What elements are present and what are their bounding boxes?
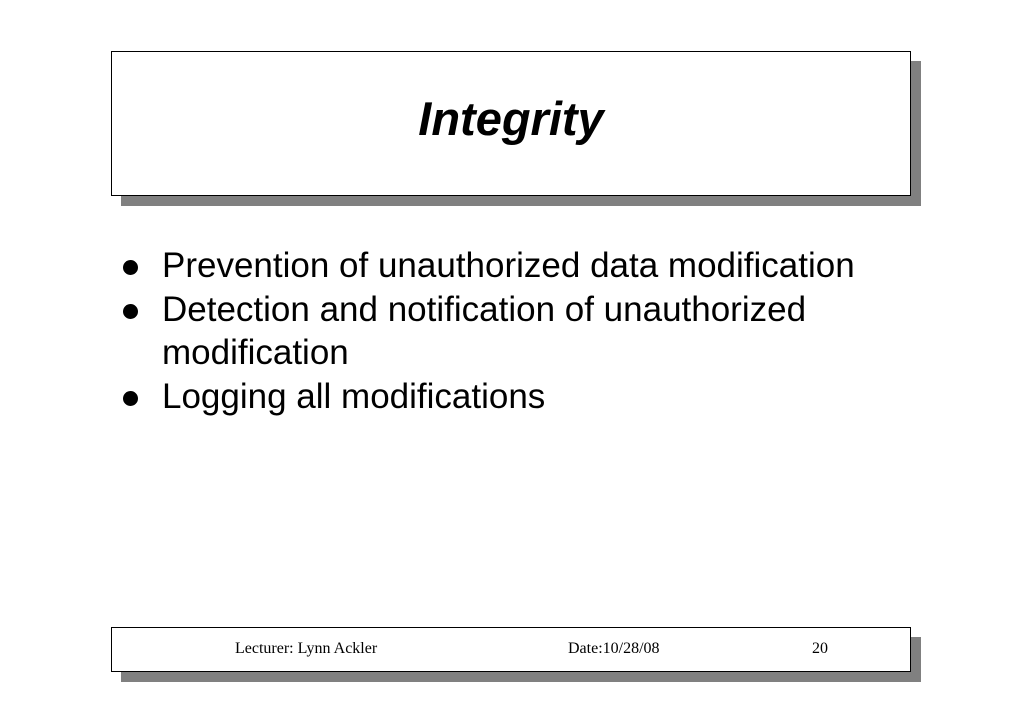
bullet-dot-icon [123, 260, 138, 275]
bullet-item [119, 288, 909, 375]
bullet-dot-icon [123, 304, 138, 319]
footer-page-number: 20 [812, 640, 828, 657]
bullet-item [119, 375, 909, 419]
bullet-item [119, 244, 909, 288]
footer-lecturer: Lecturer: Lynn Ackler [235, 640, 378, 657]
bullet-text: Prevention of unauthorized data modification [162, 246, 855, 285]
bullet-text: Logging all modifications [162, 376, 546, 416]
title-box [111, 51, 911, 196]
slide-title: Integrity [418, 92, 604, 145]
bullet-text: Detection and notification of unauthorized modification [162, 289, 807, 372]
footer-date: Date:10/28/08 [568, 640, 660, 657]
footer-box [111, 627, 911, 672]
bullet-list [119, 244, 909, 418]
bullet-dot-icon [123, 391, 138, 406]
